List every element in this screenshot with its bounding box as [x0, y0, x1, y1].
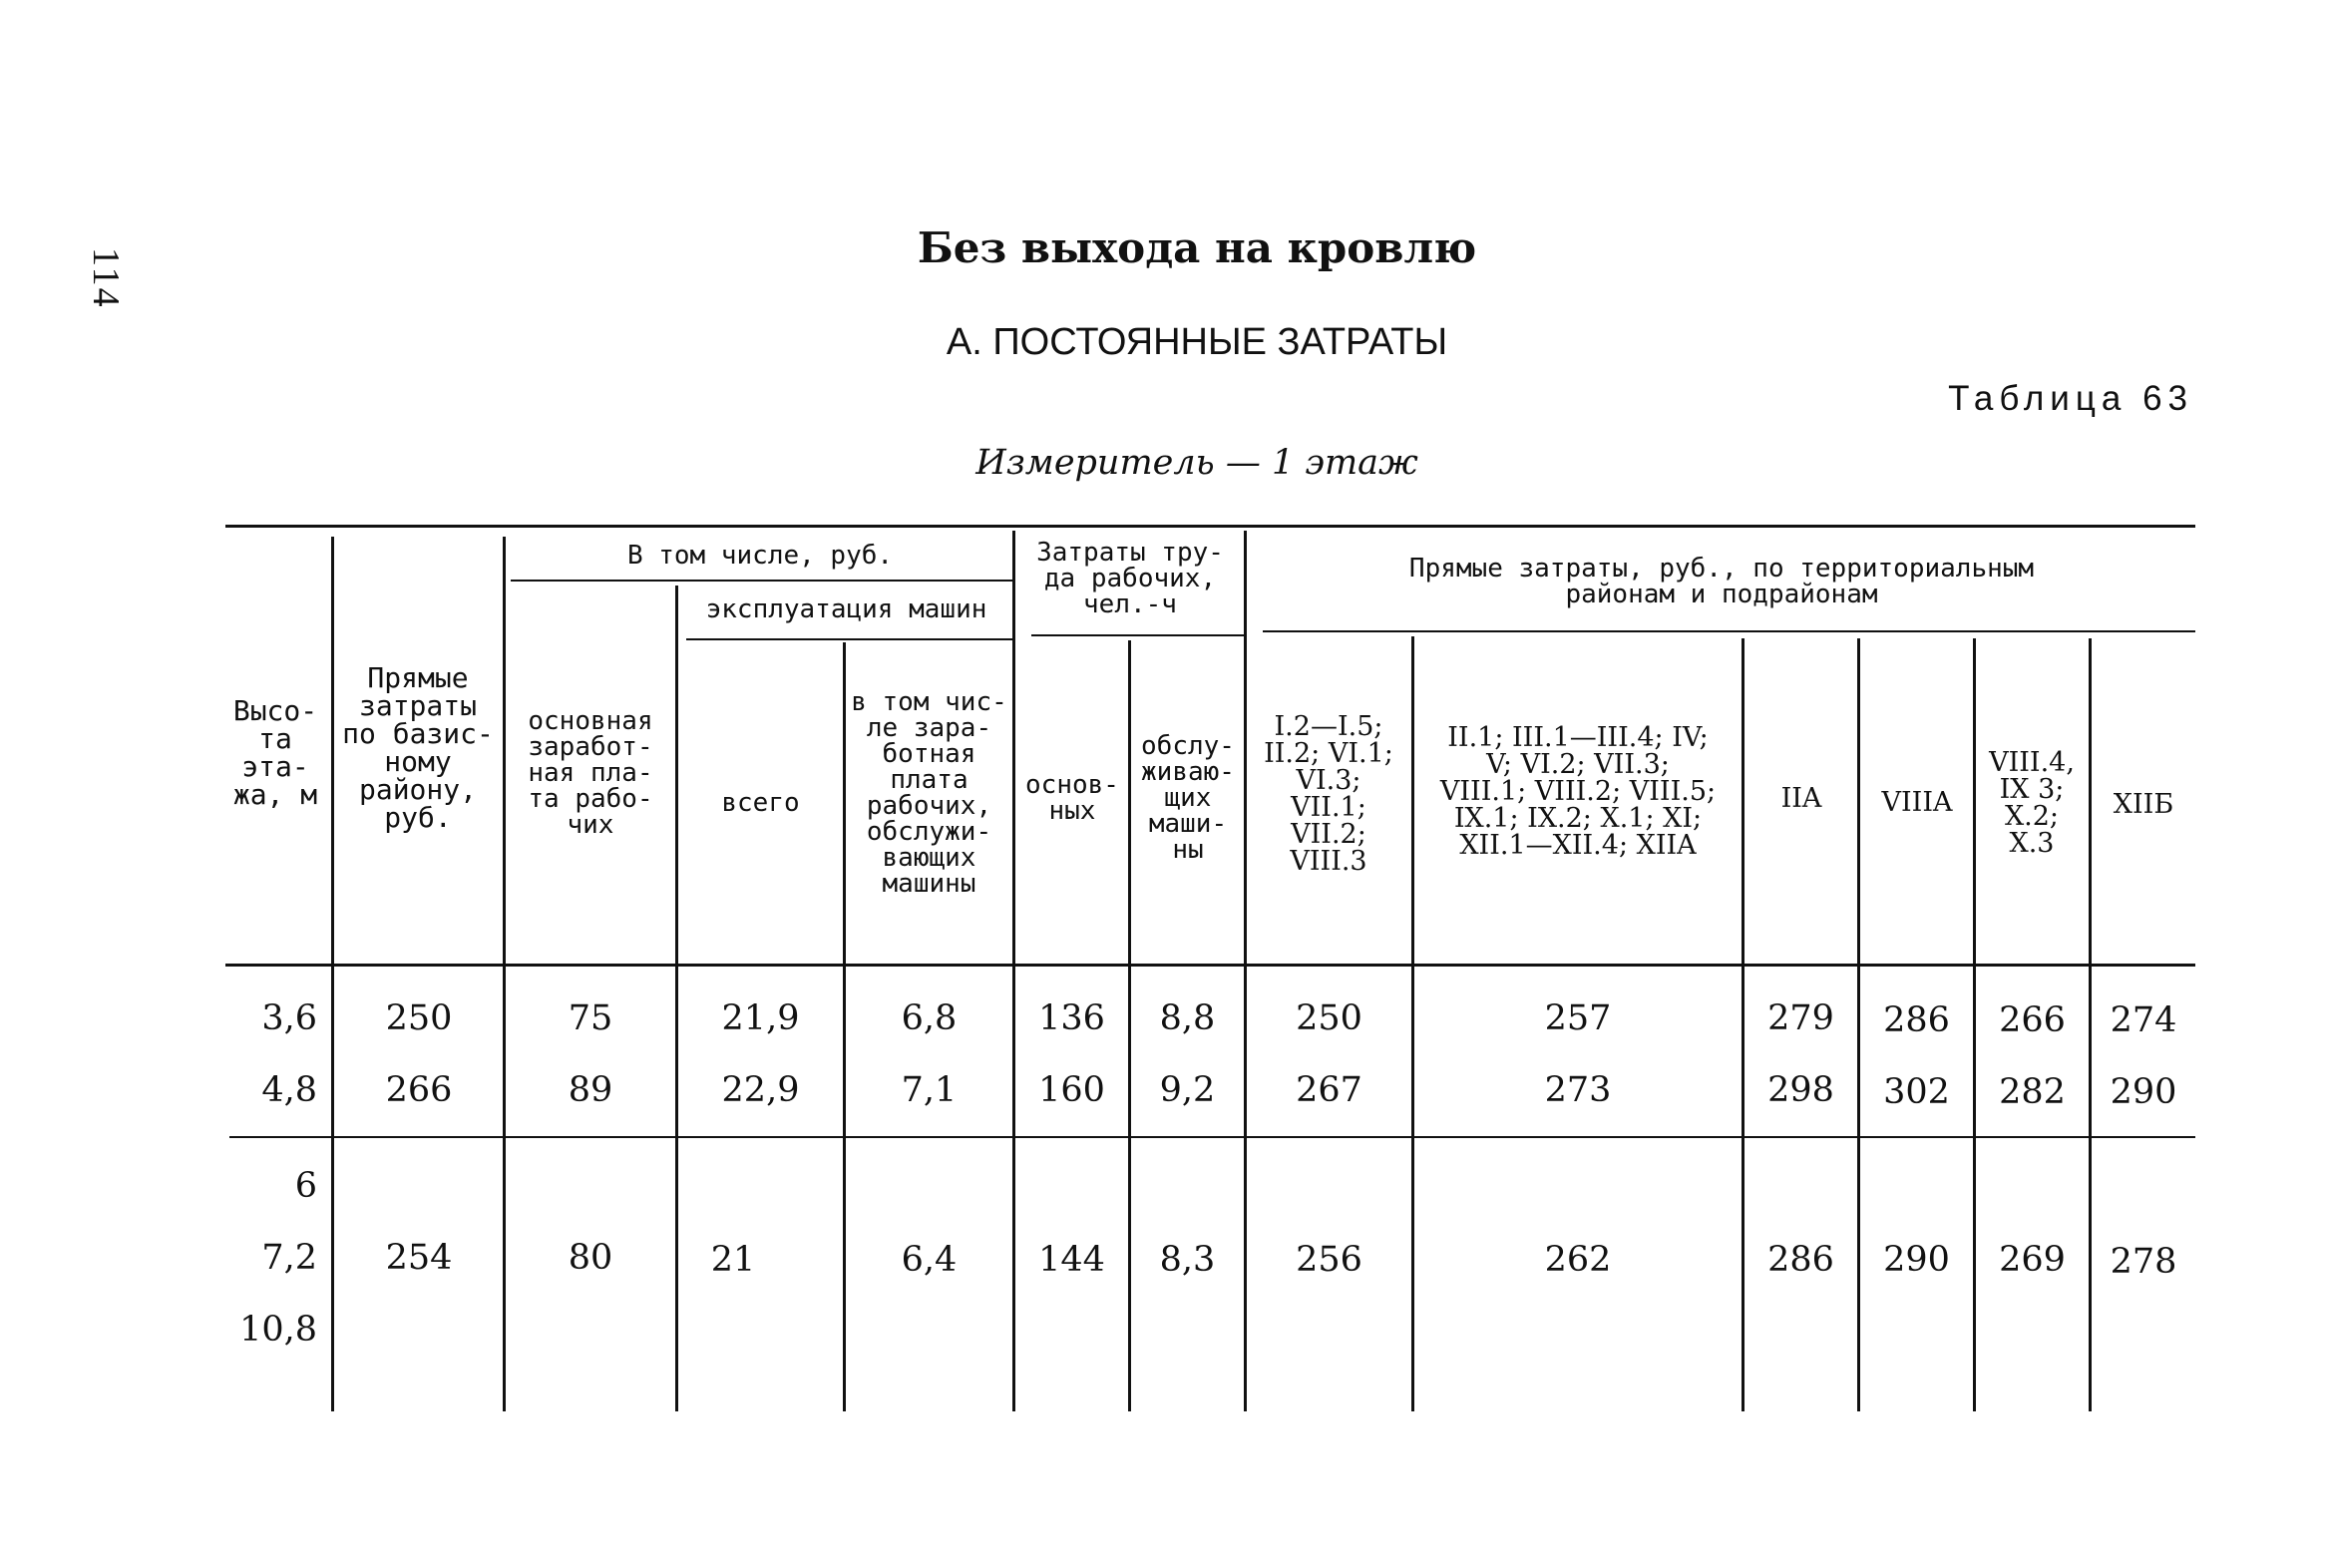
header-height: Высо- та эта- жа, м	[232, 694, 318, 811]
group-separator-rule	[229, 1136, 2195, 1138]
incl-group-rule	[511, 580, 1013, 582]
row1-region-4: 286	[1883, 1000, 1950, 1040]
group-region-3: 286	[1767, 1240, 1834, 1280]
header-regions-group: Прямые затраты, руб., по территориальным районам и подрайонам	[1408, 554, 2035, 609]
row1-labor-main: 136	[1038, 998, 1105, 1038]
row1-height: 3,6	[261, 998, 317, 1038]
group-region-5: 269	[1999, 1240, 2066, 1280]
group-height-2: 7,2	[261, 1238, 317, 1278]
row1-region-3: 279	[1767, 998, 1834, 1038]
row2-region-5: 282	[1999, 1072, 2066, 1112]
row2-region-6: 290	[2110, 1072, 2177, 1112]
header-region-5: VIII.4, IX 3; X.2; X.3	[1989, 747, 2075, 859]
section-heading: А. ПОСТОЯННЫЕ ЗАТРАТЫ	[946, 321, 1448, 363]
row1-labor-service: 8,8	[1159, 998, 1216, 1038]
row2-machines-total: 22,9	[721, 1070, 800, 1110]
row1-region-1: 250	[1296, 998, 1362, 1038]
header-direct-base: Прямые затраты по базис- ному району, руб.	[342, 661, 494, 834]
row2-base-wage: 89	[568, 1070, 613, 1110]
group-region-4: 290	[1883, 1240, 1950, 1280]
group-region-1: 256	[1296, 1240, 1362, 1280]
header-machines-total: всего	[721, 788, 800, 818]
header-machines-wage: в том чис- ле зара- ботная плата рабочих, обслужи- вающих машины	[851, 687, 1007, 899]
row2-region-1: 267	[1296, 1070, 1362, 1110]
group-height-1: 6	[294, 1166, 317, 1206]
group-region-2: 262	[1544, 1240, 1612, 1280]
regions-group-rule	[1263, 630, 2195, 632]
row2-labor-service: 9,2	[1159, 1070, 1216, 1110]
row2-labor-main: 160	[1038, 1070, 1105, 1110]
header-incl-group: В том числе, руб.	[626, 541, 894, 571]
header-labor-main: основ- ных	[1025, 770, 1119, 826]
group-labor-service: 8,3	[1159, 1240, 1216, 1280]
table-label: Таблица 63	[1948, 379, 2193, 418]
header-labor-group: Затраты тру- да рабочих, чел.-ч	[1036, 538, 1224, 619]
row2-direct: 266	[385, 1070, 453, 1110]
group-base-wage: 80	[568, 1238, 613, 1278]
row1-direct: 250	[385, 998, 453, 1038]
measure-unit: Измеритель — 1 этаж	[975, 443, 1418, 483]
row1-machines-total: 21,9	[721, 998, 800, 1038]
header-region-3: IIA	[1780, 782, 1822, 814]
row2-region-4: 302	[1883, 1072, 1950, 1112]
header-region-4: VIIIA	[1881, 786, 1953, 818]
group-labor-main: 144	[1038, 1240, 1105, 1280]
row1-machines-wage: 6,8	[901, 998, 958, 1038]
header-region-6: XIIБ	[2113, 788, 2174, 820]
header-base-wage: основная заработ- ная пла- та рабо- чих	[528, 706, 653, 840]
row2-region-3: 298	[1767, 1070, 1834, 1110]
table-top-rule	[225, 525, 2195, 528]
header-region-1: I.2—I.5; II.2; VI.1; VI.3; VII.1; VII.2; VIII.3	[1264, 711, 1393, 877]
header-bottom-rule	[225, 964, 2195, 967]
group-machines-total: 21	[710, 1240, 756, 1280]
machines-group-rule	[686, 638, 1013, 640]
header-region-2: II.1; III.1—III.4; IV; V; VI.2; VII.3; VIII.1; VIII.2; VIII.5; IX.1; IX.2; X.1; XI; XII.1—XII.4; XIIA	[1439, 721, 1717, 861]
header-labor-service: обслу- живаю- щих маши- ны	[1141, 731, 1235, 865]
row1-base-wage: 75	[568, 998, 613, 1038]
row1-region-2: 257	[1544, 998, 1612, 1038]
labor-group-rule	[1031, 634, 1245, 636]
group-direct: 254	[385, 1238, 453, 1278]
header-machines-group: эксплуатация машин	[705, 594, 987, 624]
row2-region-2: 273	[1544, 1070, 1612, 1110]
row2-machines-wage: 7,1	[901, 1070, 958, 1110]
page-number: 114	[85, 247, 127, 309]
row1-region-6: 274	[2110, 1000, 2177, 1040]
group-height-3: 10,8	[239, 1310, 317, 1350]
page-title: Без выхода на кровлю	[917, 223, 1477, 272]
row2-height: 4,8	[261, 1070, 317, 1110]
group-machines-wage: 6,4	[901, 1240, 958, 1280]
group-region-6: 278	[2110, 1242, 2177, 1282]
row1-region-5: 266	[1999, 1000, 2066, 1040]
